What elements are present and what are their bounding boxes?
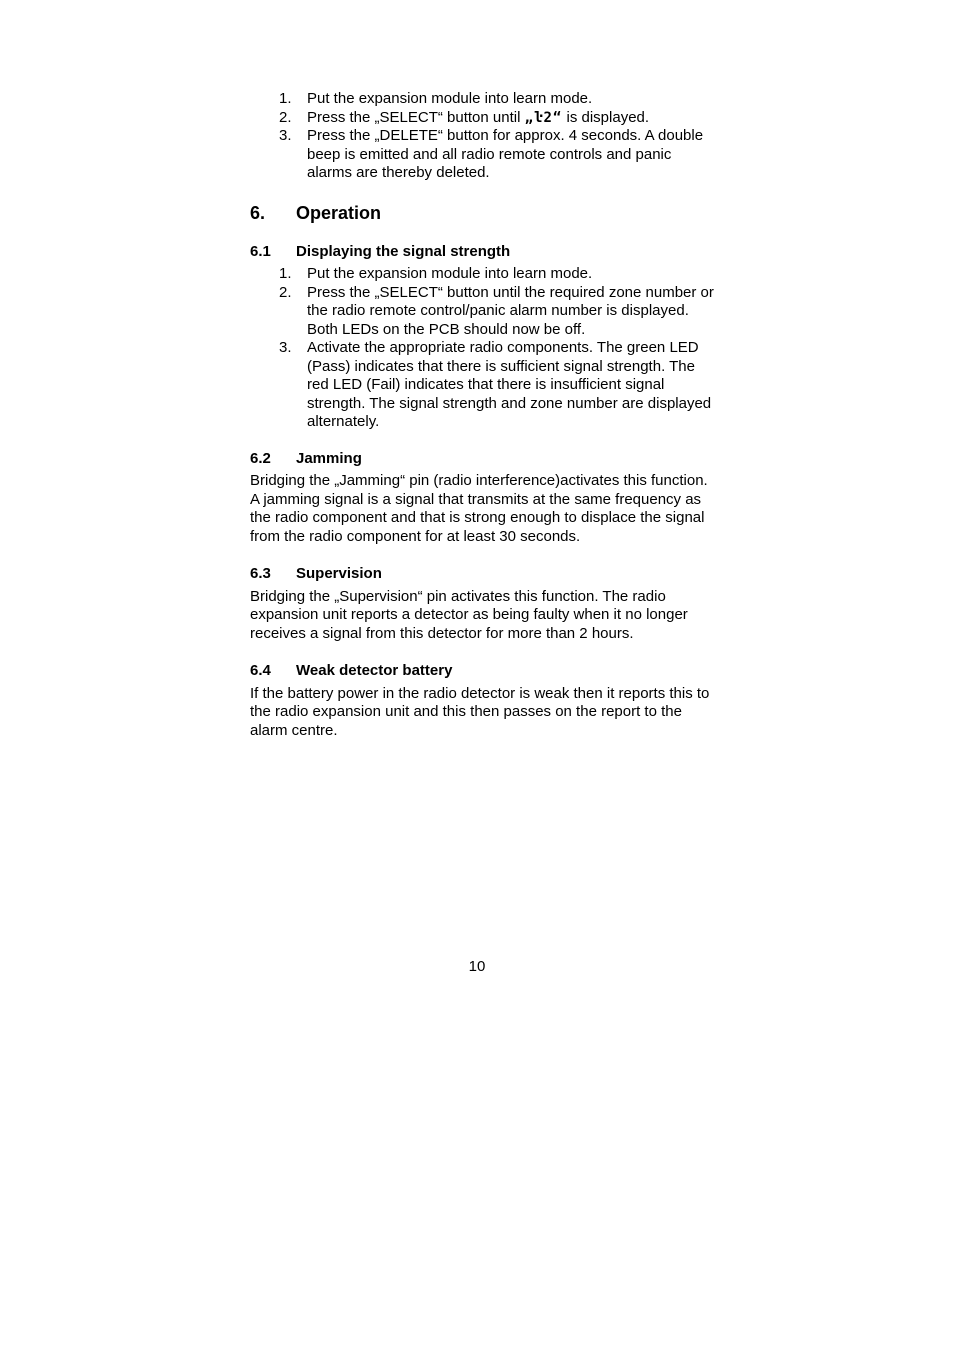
list-item: [250, 109, 720, 128]
intro-step-list: [250, 90, 720, 183]
subsection-heading: [250, 450, 720, 469]
subsection-heading: [250, 243, 720, 262]
supervision-paragraph: Bridging the „Supervision“ pin activates this function. The radio expansion unit reports a detector as being faulty when it no longer receives a signal from this detector for more than 2 hours.: [250, 587, 688, 642]
display-code: „ŀ2“: [524, 109, 563, 126]
subsection-number: 6.1: [250, 242, 271, 260]
list-item: [250, 265, 720, 284]
subsection-number: 6.2: [250, 449, 271, 467]
step-number: 2.: [279, 283, 292, 301]
list-item: [250, 339, 720, 432]
step-number: 1.: [279, 90, 292, 107]
list-item: [250, 127, 720, 183]
step-text: Press the „DELETE“ button for approx. 4 seconds. A double beep is emitted and all radio remote controls and panic alarms are thereby deleted.: [307, 127, 704, 181]
signal-strength-step-list: [250, 265, 720, 432]
step-number: 3.: [279, 127, 292, 144]
subsection-number: 6.4: [250, 662, 271, 679]
step-text: Press the „SELECT“ button until the required zone number or the radio remote control/panic alarm number is displayed. Both LEDs on the PCB should now be off.: [307, 283, 714, 338]
step-number: 2.: [279, 108, 292, 126]
step-text: Activate the appropriate radio components. The green LED (Pass) indicates that there is sufficient signal strength. The red LED (Fail) indicates that there is insufficient signal strength. The signal strength and zone number are displayed alternately.: [307, 339, 712, 430]
subsection-title: Jamming: [296, 449, 362, 467]
jamming-paragraph: Bridging the „Jamming“ pin (radio interference)activates this function. A jamming signal is a signal that transmits at the same frequency as the radio component and that is strong enough to displace the signal from the radio component for at least 30 seconds.: [250, 472, 708, 545]
step-text: Put the expansion module into learn mode.: [307, 265, 593, 282]
section-number: 6.: [250, 202, 266, 223]
step-text: Press the „SELECT“ button until: [307, 108, 525, 126]
step-text: Put the expansion module into learn mode.: [307, 90, 593, 107]
subsection-heading: [250, 662, 720, 681]
step-number: 3.: [279, 339, 292, 356]
subsection-heading: [250, 565, 720, 584]
subsection-title: Supervision: [296, 565, 382, 582]
list-item: [250, 284, 720, 340]
subsection-title: Weak detector battery: [296, 662, 453, 679]
list-item: [250, 90, 720, 109]
subsection-number: 6.3: [250, 565, 271, 582]
subsection-title: Displaying the signal strength: [296, 242, 511, 260]
section-heading: [250, 201, 720, 225]
weak-battery-paragraph: If the battery power in the radio detector is weak then it reports this to the radio expansion unit and this then passes on the report to the alarm centre.: [250, 684, 710, 739]
page-number: 10: [468, 958, 486, 975]
document-page: [250, 90, 720, 740]
section-title: Operation: [296, 202, 382, 223]
step-number: 1.: [279, 265, 292, 282]
step-text: is displayed.: [562, 108, 650, 126]
